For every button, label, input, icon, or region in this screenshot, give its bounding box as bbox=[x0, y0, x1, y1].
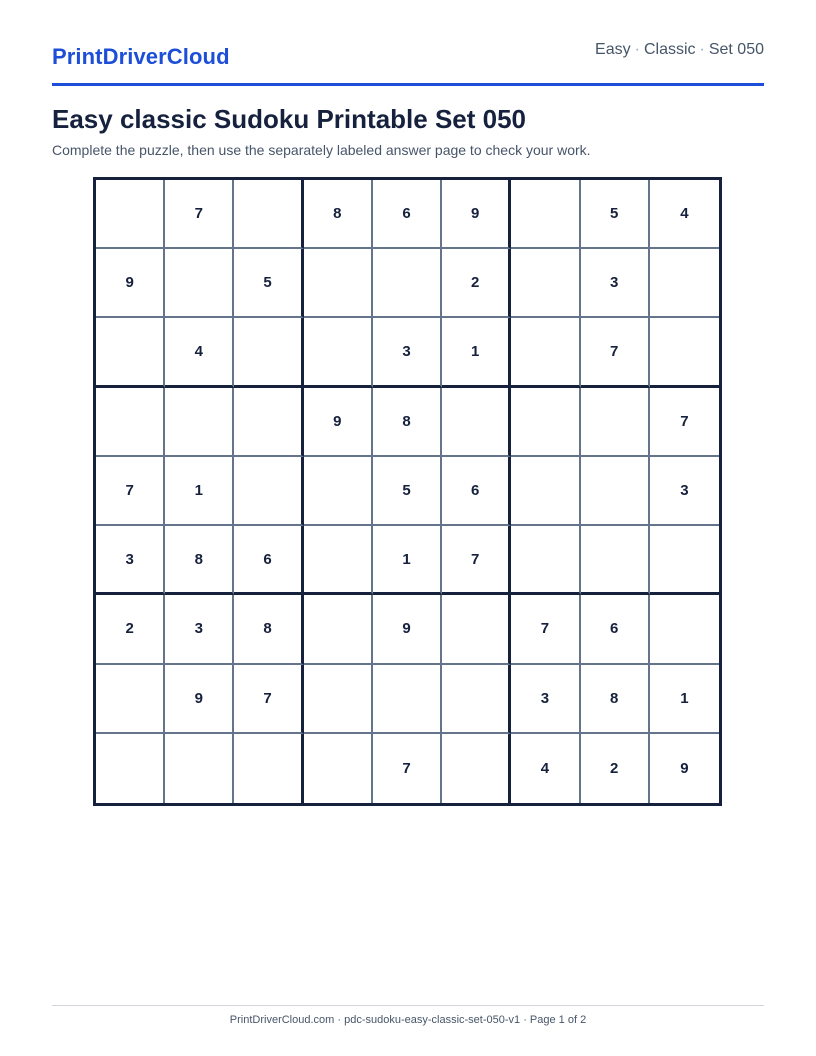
sudoku-cell-empty[interactable] bbox=[234, 734, 303, 803]
sudoku-cell-given: 7 bbox=[442, 526, 511, 595]
sudoku-cell-empty[interactable] bbox=[96, 318, 165, 387]
sudoku-cell-empty[interactable] bbox=[650, 526, 719, 595]
sudoku-cell-given: 7 bbox=[650, 388, 719, 457]
sudoku-cell-given: 8 bbox=[165, 526, 234, 595]
sudoku-cell-given: 3 bbox=[511, 665, 580, 734]
sudoku-cell-empty[interactable] bbox=[511, 526, 580, 595]
sudoku-cell-given: 1 bbox=[165, 457, 234, 526]
sudoku-cell-given: 2 bbox=[442, 249, 511, 318]
sudoku-cell-empty[interactable] bbox=[442, 595, 511, 664]
sudoku-cell-empty[interactable] bbox=[511, 457, 580, 526]
sudoku-cell-given: 7 bbox=[511, 595, 580, 664]
sudoku-cell-empty[interactable] bbox=[304, 665, 373, 734]
sudoku-cell-given: 5 bbox=[373, 457, 442, 526]
sudoku-cell-empty[interactable] bbox=[650, 249, 719, 318]
sudoku-cell-empty[interactable] bbox=[373, 665, 442, 734]
sudoku-cell-given: 7 bbox=[234, 665, 303, 734]
meta-difficulty: Easy bbox=[595, 41, 631, 58]
sudoku-cell-given: 8 bbox=[373, 388, 442, 457]
sudoku-cell-empty[interactable] bbox=[511, 318, 580, 387]
sudoku-cell-empty[interactable] bbox=[304, 595, 373, 664]
sudoku-cell-given: 9 bbox=[96, 249, 165, 318]
page-footer: PrintDriverCloud.com · pdc-sudoku-easy-classic-set-050-v1 · Page 1 of 2 bbox=[229, 1014, 587, 1026]
brand-logo[interactable]: PrintDriverCloud bbox=[52, 44, 230, 69]
sudoku-cell-empty[interactable] bbox=[96, 180, 165, 249]
sudoku-cell-given: 6 bbox=[234, 526, 303, 595]
sudoku-cell-empty[interactable] bbox=[96, 734, 165, 803]
sudoku-cell-empty[interactable] bbox=[234, 457, 303, 526]
sudoku-cell-given: 1 bbox=[373, 526, 442, 595]
sudoku-cell-empty[interactable] bbox=[442, 734, 511, 803]
sudoku-cell-empty[interactable] bbox=[650, 318, 719, 387]
sudoku-cell-empty[interactable] bbox=[234, 318, 303, 387]
sudoku-cell-given: 9 bbox=[442, 180, 511, 249]
meta-set: Set 050 bbox=[708, 41, 764, 58]
sudoku-cell-empty[interactable] bbox=[442, 665, 511, 734]
sudoku-cell-empty[interactable] bbox=[165, 734, 234, 803]
sudoku-cell-empty[interactable] bbox=[581, 457, 650, 526]
sudoku-cell-given: 3 bbox=[581, 249, 650, 318]
sudoku-cell-given: 9 bbox=[680, 759, 689, 777]
sudoku-cell-given: 6 bbox=[581, 595, 650, 664]
sudoku-cell-empty[interactable] bbox=[96, 665, 165, 734]
sudoku-cell-given: 2 bbox=[96, 595, 165, 664]
sudoku-grid bbox=[93, 177, 722, 806]
sudoku-cell-given: 2 bbox=[581, 734, 650, 803]
sudoku-cell-given: 6 bbox=[442, 457, 511, 526]
sudoku-cell-given: 4 bbox=[511, 734, 580, 803]
sudoku-cell-given: 3 bbox=[96, 526, 165, 595]
sudoku-cell-given: 8 bbox=[234, 595, 303, 664]
sudoku-cell-given: 3 bbox=[165, 595, 234, 664]
sudoku-cell-empty[interactable] bbox=[234, 388, 303, 457]
sudoku-cell-empty[interactable] bbox=[304, 526, 373, 595]
sudoku-cell-given: 3 bbox=[650, 457, 719, 526]
page-subtitle: Complete the puzzle, then use the separately labeled answer page to check your work. bbox=[52, 142, 591, 158]
page-title: Easy classic Sudoku Printable Set 050 bbox=[52, 104, 527, 134]
sudoku-cell-given: 9 bbox=[304, 388, 373, 457]
sudoku-cell-given: 5 bbox=[581, 180, 650, 249]
sudoku-cell-empty[interactable] bbox=[304, 318, 373, 387]
sudoku-cell-given: 7 bbox=[165, 180, 234, 249]
sudoku-cell-given: 9 bbox=[165, 665, 234, 734]
sudoku-cell-empty[interactable] bbox=[581, 526, 650, 595]
sudoku-cell-empty[interactable] bbox=[511, 388, 580, 457]
sudoku-cell-given: 6 bbox=[373, 180, 442, 249]
sudoku-cell-given: 4 bbox=[650, 180, 719, 249]
sudoku-cell-given: 9 bbox=[373, 595, 442, 664]
sudoku-cell-given: 7 bbox=[373, 734, 442, 803]
sudoku-cell-empty[interactable] bbox=[304, 734, 373, 803]
sudoku-cell-empty[interactable] bbox=[511, 249, 580, 318]
sudoku-cell-empty[interactable] bbox=[304, 457, 373, 526]
sudoku-cell-empty[interactable] bbox=[511, 180, 580, 249]
sudoku-cell-given: 1 bbox=[650, 665, 719, 734]
page-header bbox=[52, 0, 764, 86]
sudoku-cell-given: 3 bbox=[373, 318, 442, 387]
sudoku-cell-given: 1 bbox=[442, 318, 511, 387]
sudoku-cell-empty[interactable] bbox=[650, 595, 719, 664]
sudoku-cell-given: 5 bbox=[234, 249, 303, 318]
sudoku-cell-empty[interactable] bbox=[96, 388, 165, 457]
sudoku-cell-given: 8 bbox=[581, 665, 650, 734]
footer-divider bbox=[52, 1005, 764, 1006]
sudoku-cell-empty[interactable] bbox=[304, 249, 373, 318]
meta-separator: · bbox=[699, 41, 705, 58]
sudoku-cell-empty[interactable] bbox=[581, 388, 650, 457]
meta-separator: · bbox=[634, 41, 640, 58]
sudoku-cell-empty[interactable] bbox=[442, 388, 511, 457]
sudoku-cell-given: 7 bbox=[96, 457, 165, 526]
puzzle-meta bbox=[595, 41, 764, 59]
sudoku-cell-given: 7 bbox=[581, 318, 650, 387]
sudoku-cell-given: 8 bbox=[304, 180, 373, 249]
sudoku-cell-empty[interactable] bbox=[234, 180, 303, 249]
sudoku-cell-empty[interactable] bbox=[373, 249, 442, 318]
sudoku-cell-empty[interactable] bbox=[165, 388, 234, 457]
sudoku-cell-given: 4 bbox=[165, 318, 234, 387]
meta-variant: Classic bbox=[643, 41, 696, 58]
sudoku-cell-empty[interactable] bbox=[165, 249, 234, 318]
